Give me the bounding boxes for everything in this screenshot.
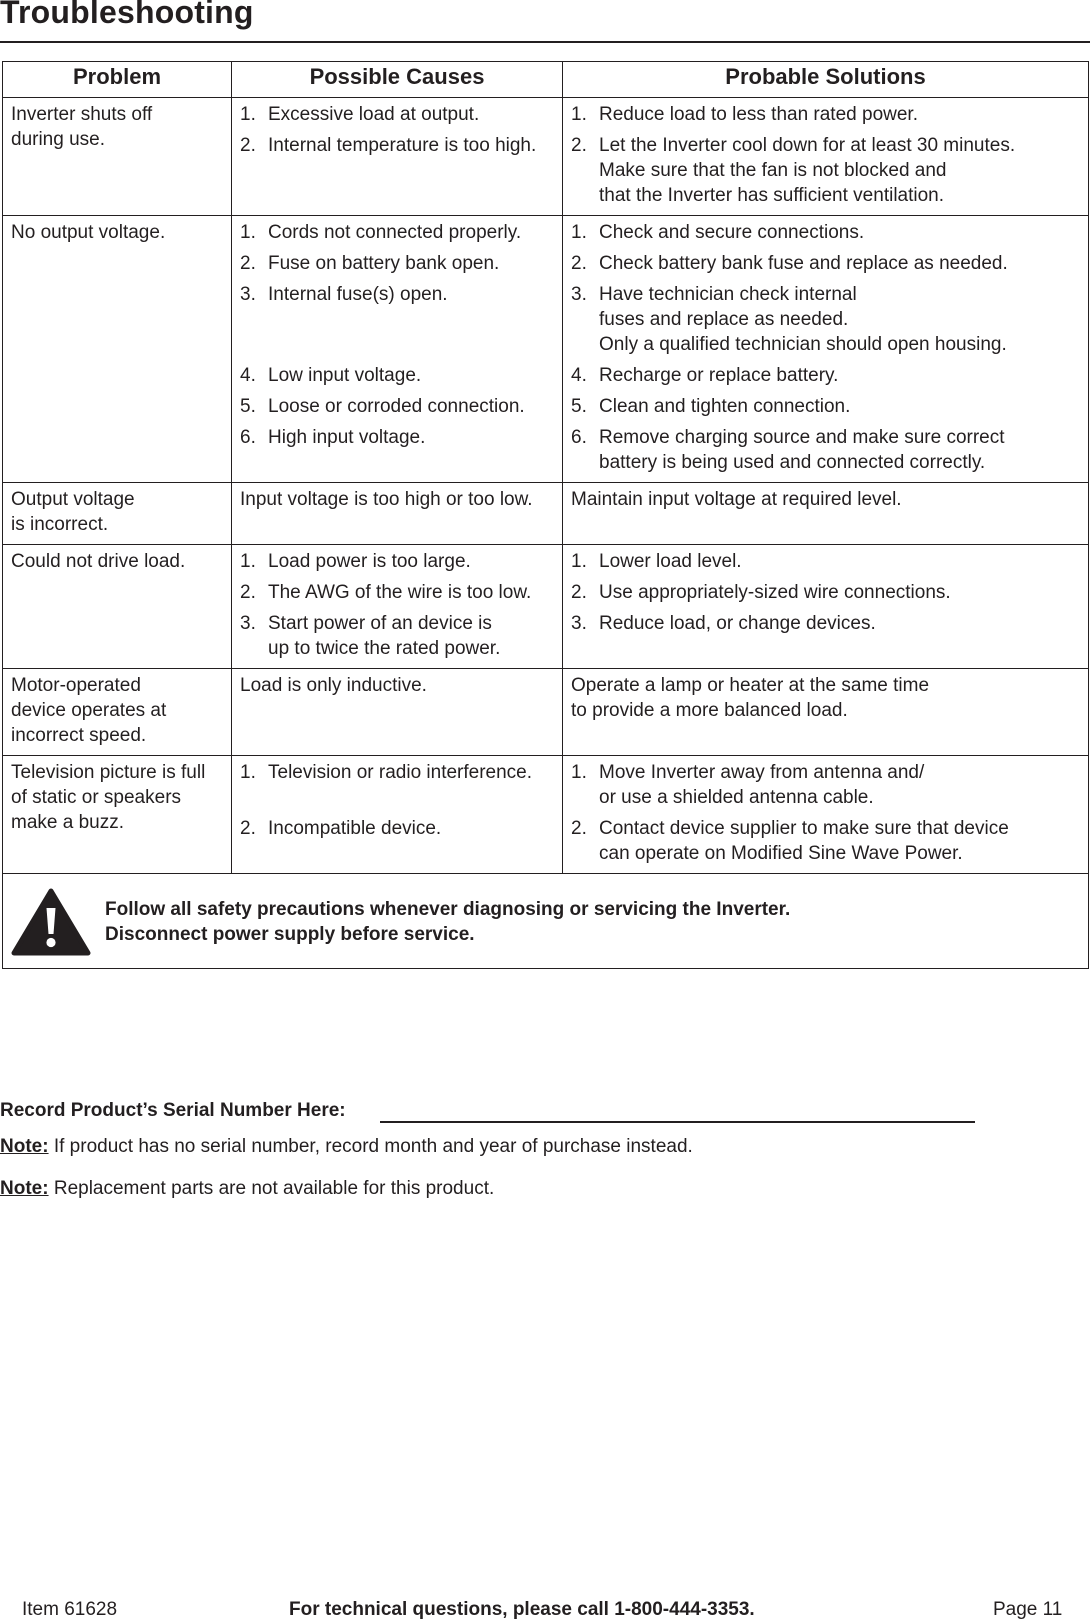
causes-cell: 1. Cords not connected properly. 2. Fuse on battery bank open. 3. Internal fuse(s) open. 4. Low input voltage. 5. Loose or corroded connection. 6. High input voltage. xyxy=(232,216,563,483)
cause-item: Internal temperature is too high. xyxy=(268,135,537,156)
column-header-problem: Problem xyxy=(3,62,232,98)
footer-contact: For technical questions, please call 1-800-444-3353. xyxy=(289,1599,755,1620)
table-row xyxy=(3,545,1089,669)
cause-item: Incompatible device. xyxy=(268,818,442,839)
cause-item: Load power is too large. xyxy=(268,551,471,572)
solution-item: Lower load level. xyxy=(599,551,742,572)
causes-cell: Input voltage is too high or too low. xyxy=(232,483,563,545)
cause-item: Cords not connected properly. xyxy=(268,222,522,243)
solution-item: Remove charging source and make sure correct battery is being used and connected correctly. xyxy=(599,427,1005,473)
note-label: Note: xyxy=(0,1178,49,1199)
page-title: Troubleshooting xyxy=(0,0,254,30)
solution-item: Move Inverter away from antenna and/ or use a shielded antenna cable. xyxy=(599,762,925,808)
solution-item: Contact device supplier to make sure that device can operate on Modified Sine Wave Power. xyxy=(599,818,1009,864)
column-header-causes: Possible Causes xyxy=(232,62,563,98)
solution-item: Use appropriately-sized wire connections. xyxy=(599,582,951,603)
note-text: If product has no serial number, record month and year of purchase instead. xyxy=(48,1136,693,1157)
causes-cell: 1. Load power is too large. 2. The AWG of the wire is too low. 3. Start power of an device is up to twice the rated power. xyxy=(232,545,563,669)
problem-cell: Motor-operated device operates at incorrect speed. xyxy=(3,669,232,756)
footer-page-number: Page 11 xyxy=(993,1599,1063,1620)
footer-item-number: Item 61628 xyxy=(22,1599,118,1620)
warning-icon xyxy=(11,888,91,956)
solutions-cell: 1. Reduce load to less than rated power. 2. Let the Inverter cool down for at least 30 minutes. Make sure that the fan is not blocked and that the Inverter has sufficient ventilation. xyxy=(563,98,1089,216)
warning-text: Follow all safety precautions whenever diagnosing or servicing the Inverter. Disconnect power supply before service. xyxy=(105,899,791,945)
solution-item: Clean and tighten connection. xyxy=(599,396,851,417)
cause-item: The AWG of the wire is too low. xyxy=(268,582,532,603)
serial-number-line[interactable] xyxy=(380,1121,975,1123)
cause-item: High input voltage. xyxy=(268,427,426,448)
solutions-cell: 1. Move Inverter away from antenna and/ or use a shielded antenna cable. 2. Contact device supplier to make sure that device can operate on Modified Sine Wave Power. xyxy=(563,756,1089,874)
table-row xyxy=(3,756,1089,874)
note-label: Note: xyxy=(0,1136,49,1157)
cause-item: Television or radio interference. xyxy=(268,762,533,783)
cause-item: Loose or corroded connection. xyxy=(268,396,525,417)
solution-item: Let the Inverter cool down for at least 30 minutes. Make sure that the fan is not blocked and that the Inverter has sufficient ventilation. xyxy=(599,135,1016,206)
table-row xyxy=(3,216,1089,483)
table-row xyxy=(3,669,1089,756)
solutions-cell: Maintain input voltage at required level. xyxy=(563,483,1089,545)
solutions-cell: 1. Lower load level. 2. Use appropriately-sized wire connections. 3. Reduce load, or change devices. xyxy=(563,545,1089,669)
solutions-cell: Operate a lamp or heater at the same time to provide a more balanced load. xyxy=(563,669,1089,756)
note-serial xyxy=(0,1136,693,1158)
warning-box xyxy=(3,874,1089,969)
table-row xyxy=(3,98,1089,216)
problem-cell: No output voltage. xyxy=(3,216,232,483)
cause-item: Excessive load at output. xyxy=(268,104,480,125)
problem-cell: Output voltage is incorrect. xyxy=(3,483,232,545)
solution-item: Check battery bank fuse and replace as needed. xyxy=(599,253,1008,274)
solutions-cell: 1. Check and secure connections. 2. Check battery bank fuse and replace as needed. 3. Have technician check internal fuses and replace as needed. Only a qualified technician should open housing. 4. Recharge or replace battery. 5. Clean and tighten connection. 6. Remove charging source and make sure correct battery is being used and connected correctly. xyxy=(563,216,1089,483)
cause-item: Internal fuse(s) open. xyxy=(268,284,448,305)
solution-item: Have technician check internal fuses and replace as needed. Only a qualified technician should open housing. xyxy=(599,284,1007,355)
causes-cell: 1. Excessive load at output. 2. Internal temperature is too high. xyxy=(232,98,563,216)
solution-item: Reduce load to less than rated power. xyxy=(599,104,918,125)
title-divider xyxy=(0,41,1090,43)
column-header-solutions: Probable Solutions xyxy=(563,62,1089,98)
problem-cell: Inverter shuts off during use. xyxy=(3,98,232,216)
cause-item: Fuse on battery bank open. xyxy=(268,253,500,274)
solution-item: Reduce load, or change devices. xyxy=(599,613,876,634)
solution-item: Recharge or replace battery. xyxy=(599,365,839,386)
serial-number-label: Record Product’s Serial Number Here: xyxy=(0,1100,346,1121)
causes-cell: 1. Television or radio interference. 2. Incompatible device. xyxy=(232,756,563,874)
table-header-row xyxy=(3,62,1089,98)
troubleshooting-table xyxy=(2,61,1089,969)
problem-cell: Television picture is full of static or speakers make a buzz. xyxy=(3,756,232,874)
cause-item: Start power of an device is up to twice the rated power. xyxy=(268,613,501,659)
cause-item: Low input voltage. xyxy=(268,365,422,386)
warning-row xyxy=(3,874,1089,969)
table-row xyxy=(3,483,1089,545)
solution-item: Check and secure connections. xyxy=(599,222,865,243)
note-text: Replacement parts are not available for this product. xyxy=(48,1178,495,1199)
note-parts xyxy=(0,1178,494,1200)
problem-cell: Could not drive load. xyxy=(3,545,232,669)
causes-cell: Load is only inductive. xyxy=(232,669,563,756)
